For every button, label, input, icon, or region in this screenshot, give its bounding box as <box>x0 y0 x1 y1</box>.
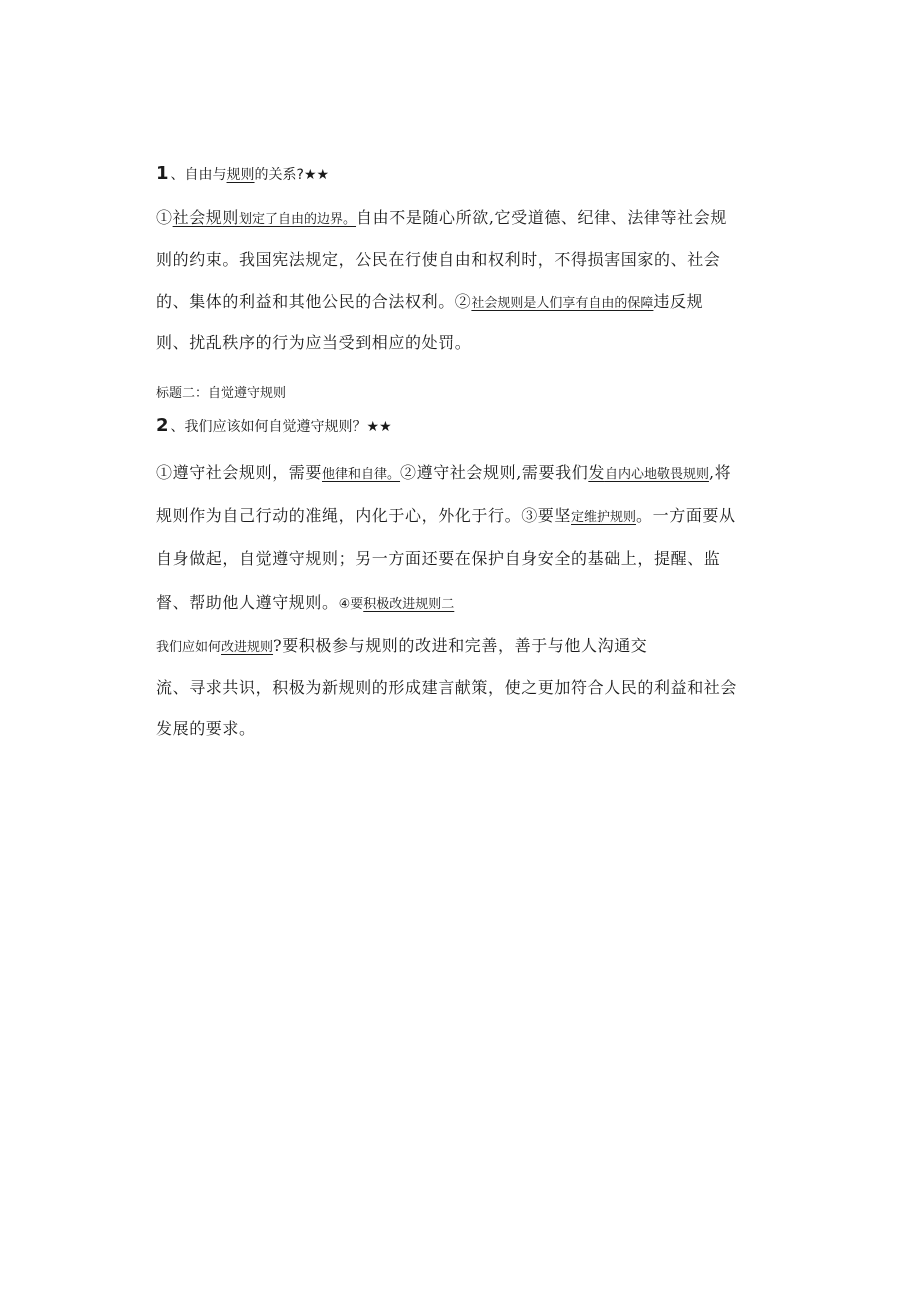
underlined-term: 改进规则 <box>221 640 274 655</box>
paragraph-line: 则的约束。我国宪法规定，公民在行使自由和权利时，不得损害国家的、社会 <box>156 250 721 269</box>
underlined-term: 积极改进规则二 <box>363 597 455 612</box>
paragraph-line: 的、集体的利益和其他公民的合法权利。②社会规则是人们享有自由的保障违反规 <box>156 292 704 311</box>
question-1-title: 1 、自由与规则的关系?★★ <box>156 163 330 184</box>
paragraph-line: 督、帮助他人遵守规则。④要积极改进规则二 <box>156 593 455 612</box>
paragraph-line: 我们应如何改进规则?要积极参与规则的改进和完善，善于与他人沟通交 <box>156 636 648 655</box>
underlined-term: 自内心地敬畏规则 <box>604 467 709 482</box>
underlined-term: 社会规则是人们享有自由的保障 <box>471 296 654 311</box>
paragraph-line: 自身做起，自觉遵守规则；另一方面还要在保护自身安全的基础上，提醒、监 <box>156 549 721 568</box>
star-rating: ★★ <box>303 167 330 183</box>
paragraph-line: ①社会规则划定了自由的边界。自由不是随心所欲,它受道德、纪律、法律等社会规 <box>156 208 727 227</box>
underlined-term: 社会规则 <box>172 208 240 227</box>
underlined-term: 划定了自由的边界。 <box>239 212 357 227</box>
question-number: 1 <box>156 163 169 184</box>
section-heading: 标题二：自觉遵守规则 <box>156 386 287 401</box>
paragraph-line: 流、寻求共识，积极为新规则的形成建言献策，使之更加符合人民的利益和社会 <box>156 678 738 697</box>
question-2-title: 2 、我们应该如何自觉遵守规则？★★ <box>156 415 392 436</box>
paragraph-line: ①遵守社会规则，需要他律和自律。②遵守社会规则,需要我们发自内心地敬畏规则,将 <box>156 463 732 482</box>
underlined-term: 他律和自律。 <box>322 467 401 482</box>
underlined-term: 发 <box>588 463 605 482</box>
paragraph-line: 发展的要求。 <box>156 719 256 738</box>
paragraph-line: 则、扰乱秩序的行为应当受到相应的处罚。 <box>156 333 472 352</box>
paragraph-line: 规则作为自己行动的准绳，内化于心，外化于行。③要坚定维护规则。一方面要从 <box>156 506 736 525</box>
underlined-term: 定维护规则 <box>571 510 637 525</box>
star-rating: ★★ <box>366 419 392 435</box>
question-number: 2 <box>156 415 169 436</box>
